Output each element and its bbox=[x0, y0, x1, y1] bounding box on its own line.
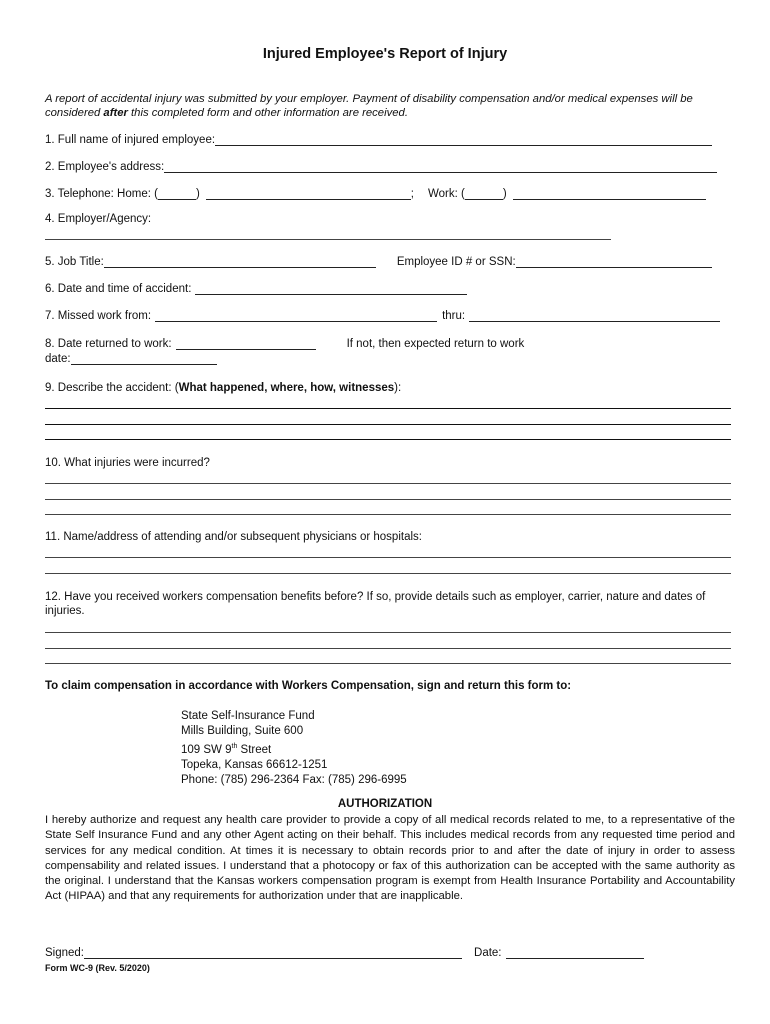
expected-return-date-label: date: bbox=[45, 353, 71, 365]
date-returned-label: 8. Date returned to work: bbox=[45, 338, 172, 350]
form-number: Form WC-9 (Rev. 5/2020) bbox=[45, 963, 150, 973]
full-name-blank[interactable] bbox=[215, 133, 712, 146]
employer-blank[interactable] bbox=[45, 239, 611, 240]
physicians-line[interactable] bbox=[45, 573, 731, 574]
job-title-blank[interactable] bbox=[104, 255, 376, 268]
telephone-sep: ; bbox=[410, 188, 414, 200]
address-line: Topeka, Kansas 66612-1251 bbox=[181, 758, 328, 771]
work-phone-close: ) bbox=[502, 188, 507, 200]
physicians-line[interactable] bbox=[45, 557, 731, 558]
question-describe-accident bbox=[45, 381, 735, 395]
question-physicians: 11. Name/address of attending and/or subsequent physicians or hospitals: bbox=[45, 531, 422, 543]
missed-from-blank[interactable] bbox=[155, 309, 437, 322]
form-title: Injured Employee's Report of Injury bbox=[262, 46, 508, 62]
telephone-close: ) bbox=[195, 188, 200, 200]
prior-benefits-line[interactable] bbox=[45, 648, 731, 649]
field-accident-date bbox=[45, 282, 467, 295]
signature-blank[interactable] bbox=[84, 946, 462, 959]
street-suffix: Street bbox=[237, 743, 272, 756]
employer-label: 4. Employer/Agency: bbox=[45, 213, 152, 225]
prior-benefits-line[interactable] bbox=[45, 663, 731, 664]
missed-thru-label: thru: bbox=[442, 310, 466, 322]
field-job-title bbox=[45, 255, 712, 268]
home-phone-blank[interactable] bbox=[206, 187, 411, 200]
job-title-label: 5. Job Title: bbox=[45, 256, 104, 268]
missed-thru-blank[interactable] bbox=[469, 309, 720, 322]
question-injuries: 10. What injuries were incurred? bbox=[45, 457, 210, 469]
prior-benefits-line[interactable] bbox=[45, 632, 731, 633]
describe-accident-line[interactable] bbox=[45, 439, 731, 440]
home-area-code-blank[interactable] bbox=[158, 187, 196, 200]
intro-text: A report of accidental injury was submitted by your employer. Payment of disability compensation and/or medical expenses will be considered bbox=[45, 93, 693, 119]
authorization-body: I hereby authorize and request any health care provider to provide a copy of all medical records related to me, to a representative of the State Self Insurance Fund and any other Agent acting on their behalf. This includes medical records from any requested time period and services for any medical condition. At times it is necessary to obtain records prior to and after the date of injury in order to assess compensability and related issues. I understand that a photocopy or fax of this authorization can be accepted with the same authority as the original. I understand that the Kansas workers compensation program is exempt from Health Insurance Portability and Accountability Act (HIPAA) and that any requirements for authorization under that are inapplicable. bbox=[45, 814, 735, 903]
signature-row bbox=[45, 946, 644, 959]
injuries-line[interactable] bbox=[45, 514, 731, 515]
address-contact: Phone: (785) 296-2364 Fax: (785) 296-6995 bbox=[181, 773, 407, 786]
full-name-label: 1. Full name of injured employee: bbox=[45, 134, 216, 146]
work-phone-blank[interactable] bbox=[513, 187, 706, 200]
field-date-returned bbox=[45, 337, 524, 350]
expected-return-blank[interactable] bbox=[71, 352, 217, 365]
field-employer bbox=[45, 213, 151, 225]
field-expected-return bbox=[45, 352, 217, 365]
address-line: Mills Building, Suite 600 bbox=[181, 725, 304, 737]
field-telephone bbox=[45, 187, 706, 200]
question-prior-benefits: 12. Have you received workers compensation benefits before? If so, provide details such as employer, carrier, nature and dates of injuries. bbox=[45, 591, 706, 617]
expected-return-label: If not, then expected return to work bbox=[346, 338, 525, 350]
work-area-code-blank[interactable] bbox=[465, 187, 503, 200]
street-ordinal: th bbox=[231, 743, 238, 750]
missed-work-label: 7. Missed work from: bbox=[45, 310, 152, 322]
address-line bbox=[181, 739, 407, 758]
employee-id-label: Employee ID # or SSN: bbox=[396, 256, 516, 268]
injuries-line[interactable] bbox=[45, 499, 731, 500]
date-returned-blank[interactable] bbox=[176, 337, 316, 350]
accident-date-label: 6. Date and time of accident: bbox=[45, 283, 192, 295]
describe-accident-line[interactable] bbox=[45, 408, 731, 409]
signature-date-blank[interactable] bbox=[506, 946, 644, 959]
address-label: 2. Employee's address: bbox=[45, 161, 165, 173]
address-blank[interactable] bbox=[164, 160, 717, 173]
accident-date-blank[interactable] bbox=[195, 282, 467, 295]
intro-paragraph bbox=[45, 93, 735, 120]
intro-emphasis: after bbox=[103, 106, 128, 119]
date-label: Date: bbox=[474, 947, 502, 959]
work-phone-label: Work: ( bbox=[428, 188, 465, 200]
describe-accident-line[interactable] bbox=[45, 424, 731, 425]
field-full-name bbox=[45, 133, 712, 146]
employee-id-blank[interactable] bbox=[516, 255, 712, 268]
describe-accident-prefix: 9. Describe the accident: ( bbox=[45, 382, 179, 394]
describe-accident-suffix: ): bbox=[394, 382, 402, 394]
address-line: State Self-Insurance Fund bbox=[181, 710, 315, 722]
mailing-address bbox=[181, 709, 407, 788]
street-number: 109 SW 9 bbox=[181, 743, 232, 756]
injuries-line[interactable] bbox=[45, 483, 731, 484]
field-missed-work bbox=[45, 309, 720, 322]
intro-text-end: this completed form and other information are received. bbox=[127, 106, 408, 119]
signed-label: Signed: bbox=[45, 947, 85, 959]
field-address bbox=[45, 160, 717, 173]
describe-accident-emphasis: What happened, where, how, witnesses bbox=[178, 382, 395, 394]
claim-instruction: To claim compensation in accordance with Workers Compensation, sign and return this form to: bbox=[45, 680, 572, 692]
authorization-heading: AUTHORIZATION bbox=[337, 798, 433, 810]
telephone-label: 3. Telephone: Home: ( bbox=[45, 188, 158, 200]
